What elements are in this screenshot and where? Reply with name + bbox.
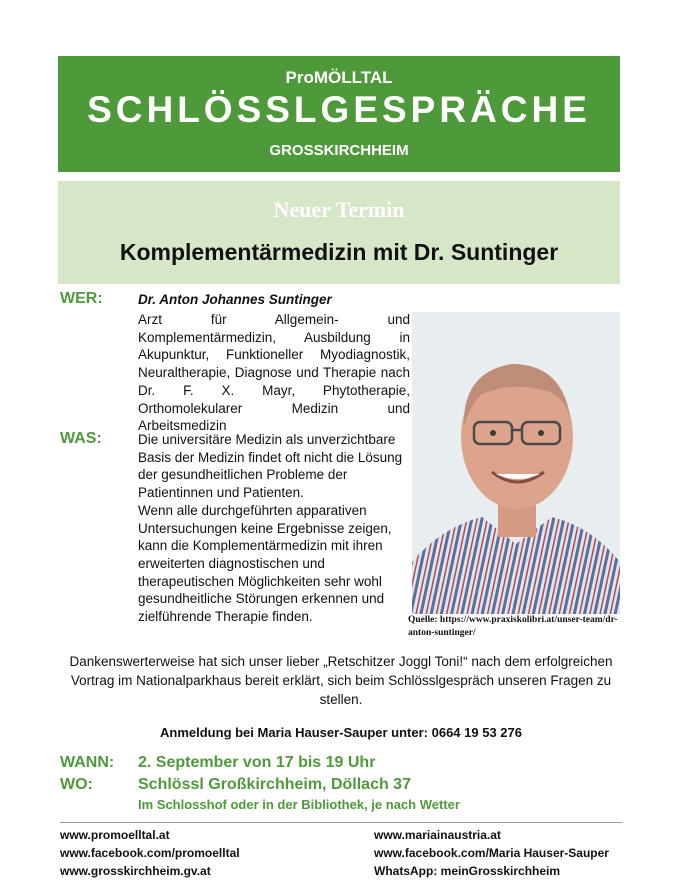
topic-banner [58, 181, 620, 284]
footer-link-mariainaustria[interactable]: www.mariainaustria.at [374, 828, 501, 842]
thanks-note: Dankenswerterweise hat sich unser lieber „Retschitzer Joggl Toni!“ nach dem erfolgreichen Vortrag im Nationalparkhaus bereit erklärt, sich beim Schlösslgespräch unseren Fragen zu stellen. [69, 654, 613, 707]
new-date-notice: Neuer Termin [273, 197, 405, 222]
header-banner [58, 56, 620, 172]
talk-description [138, 431, 410, 626]
speaker-photo [412, 312, 620, 614]
description-paragraph-1: Die universitäre Medizin als unverzichtbare Basis der Medizin findet oft nicht die Lösung der gesundheitlichen Probleme der Patientinnen und Patienten. [138, 432, 403, 501]
footer-link-facebook-promoelltal[interactable]: www.facebook.com/promoelltal [60, 846, 240, 860]
where-value: Schlössl Großkirchheim, Döllach 37 [138, 776, 411, 793]
who-label: WER: [60, 290, 103, 307]
where-label: WO: [60, 776, 93, 793]
speaker-bio: Arzt für Allgemein- und Komplementärmedizin, Ausbildung in Akupunktur, Funktioneller Myodiagnostik, Neuraltherapie, Diagnose und Therapie nach Dr. F. X. Mayr, Phytotherapie, Orthomolekularer Medizin und Arbeitsmedizin [138, 312, 410, 434]
when-value: 2. September von 17 bis 19 Uhr [138, 754, 376, 771]
footer-link-facebook-maria[interactable]: www.facebook.com/Maria Hauser-Sauper [374, 846, 609, 860]
registration-info: Anmeldung bei Maria Hauser-Sauper unter: 0664 19 53 276 [160, 725, 522, 740]
where-note: Im Schlosshof oder in der Bibliothek, je nach Wetter [138, 797, 460, 812]
speaker-name: Dr. Anton Johannes Suntinger [138, 292, 332, 307]
footer-link-grosskirchheim[interactable]: www.grosskirchheim.gv.at [60, 864, 211, 878]
footer-whatsapp[interactable]: WhatsApp: meinGrosskirchheim [374, 864, 561, 878]
what-label: WAS: [60, 430, 102, 447]
organization-name: ProMÖLLTAL [285, 68, 393, 87]
talk-topic: Komplementärmedizin mit Dr. Suntinger [119, 239, 559, 265]
location-name: GROSSKIRCHHEIM [269, 142, 409, 159]
event-series-title: SCHLÖSSLGESPRÄCHE [87, 89, 591, 130]
description-paragraph-2: Wenn alle durchgeführten apparativen Untersuchungen keine Ergebnisse zeigen, kann die Komplementärmedizin mit ihren erweiterten diagnostischen und therapeutischen Möglichkeiten sehr wohl gesundheitliche Störungen erkennen und zielführende Therapie finden. [138, 502, 392, 625]
speaker-portrait [412, 312, 620, 614]
when-label: WANN: [60, 754, 115, 771]
footer-divider [60, 822, 622, 823]
footer-link-promoelltal[interactable]: www.promoelltal.at [60, 828, 170, 842]
photo-source-caption: Quelle: https://www.praxiskolibri.at/unser-team/dr-anton-suntinger/ [408, 615, 618, 638]
